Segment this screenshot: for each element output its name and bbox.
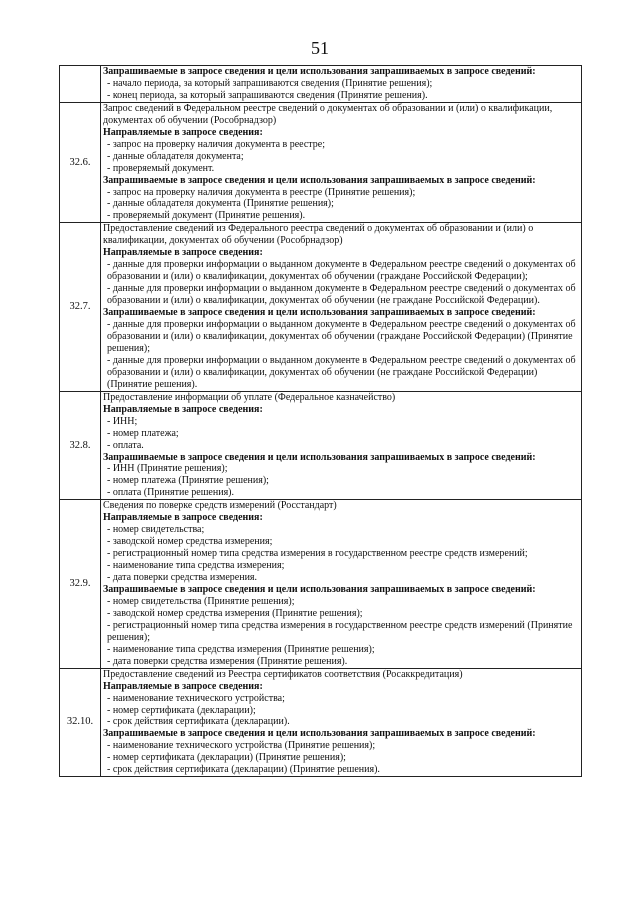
list-item: - данные для проверки информации о выданном документе в Федеральном реестре сведений о документах об образовании и (или) о квалификации, документах об обучении (граждане Российской Федерации) (Принятие решения);: [107, 319, 576, 354]
list-item: - запрос на проверку наличия документа в реестре;: [107, 138, 326, 150]
list-item: - данные обладателя документа (Принятие решения);: [107, 198, 334, 210]
section-heading: Запрашиваемые в запросе сведения и цели использования запрашиваемых в запросе сведений:: [103, 728, 536, 740]
section-heading: Направляемые в запросе сведения:: [103, 126, 263, 138]
row-number: 32.6.: [60, 102, 101, 223]
section-heading: Направляемые в запросе сведения:: [103, 403, 263, 415]
section-heading: Запрашиваемые в запросе сведения и цели использования запрашиваемых в запросе сведений:: [103, 174, 536, 186]
row-title: Сведения по поверке средств измерений (Росстандарт): [103, 500, 337, 512]
list-item: - номер платежа;: [107, 427, 179, 439]
table-row: [60, 223, 582, 391]
row-content: [101, 668, 582, 777]
list-item: - срок действия сертификата (декларации) (Принятие решения).: [107, 764, 380, 776]
section-heading: Направляемые в запросе сведения:: [103, 247, 263, 259]
list-item: - данные для проверки информации о выданном документе в Федеральном реестре сведений о документах об образовании и (или) о квалификации, документах об обучении (не граждане Российской Федерации).: [107, 283, 576, 307]
list-item: - проверяемый документ (Принятие решения).: [107, 210, 306, 222]
list-item: - номер сертификата (декларации);: [107, 704, 256, 716]
row-content: [101, 66, 582, 103]
row-number: 32.8.: [60, 391, 101, 500]
list-item: - оплата (Принятие решения).: [107, 487, 235, 499]
list-item: - срок действия сертификата (декларации).: [107, 716, 290, 728]
list-item: - данные для проверки информации о выданном документе в Федеральном реестре сведений о документах об образовании и (или) о квалификации, документах об обучении (граждане Российской Федерации);: [107, 259, 576, 283]
section-heading: Направляемые в запросе сведения:: [103, 680, 263, 692]
row-content: [101, 391, 582, 500]
section-heading: Запрашиваемые в запросе сведения и цели использования запрашиваемых в запросе сведений:: [103, 451, 536, 463]
list-item: - данные для проверки информации о выданном документе в Федеральном реестре сведений о документах об образовании и (или) о квалификации, документах об обучении (не граждане Российской Федерации) (Принятие решения).: [107, 354, 576, 390]
table-row: [60, 102, 582, 223]
row-title: Запрос сведений в Федеральном реестре сведений о документах об образовании и (или) о квалификации, документах об обучении (Рособрнадзор): [103, 102, 553, 126]
section-heading: Запрашиваемые в запросе сведения и цели использования запрашиваемых в запросе сведений:: [103, 583, 536, 595]
list-item: - наименование типа средства измерения (Принятие решения);: [107, 643, 375, 655]
requirements-table: [59, 65, 582, 777]
list-item: - регистрационный номер типа средства измерения в государственном реестре средств измерений;: [107, 548, 528, 560]
section-heading: Запрашиваемые в запросе сведения и цели использования запрашиваемых в запросе сведений:: [103, 307, 536, 319]
list-item: - проверяемый документ.: [107, 162, 215, 174]
table-row: [60, 66, 582, 103]
row-title: Предоставление сведений из Реестра сертификатов соответствия (Росаккредитация): [103, 668, 463, 680]
list-item: - дата поверки средства измерения.: [107, 572, 258, 584]
list-item: - регистрационный номер типа средства измерения в государственном реестре средств измерений (Принятие решения);: [107, 619, 573, 643]
section-heading: Направляемые в запросе сведения:: [103, 512, 263, 524]
row-content: [101, 223, 582, 391]
row-title: Предоставление информации об уплате (Федеральное казначейство): [103, 391, 396, 403]
list-item: - ИНН;: [107, 415, 138, 427]
row-title: Предоставление сведений из Федерального реестра сведений о документах об образовании и (или) о квалификации, документах об обучении (Рособрнадзор): [103, 223, 534, 247]
row-content: [101, 102, 582, 223]
list-item: - номер платежа (Принятие решения);: [107, 475, 269, 487]
list-item: - заводской номер средства измерения;: [107, 536, 273, 548]
row-number: [60, 66, 101, 103]
list-item: - номер сертификата (декларации) (Принятие решения);: [107, 752, 346, 764]
table-row: [60, 668, 582, 777]
page-number: 51: [311, 38, 329, 58]
list-item: - номер свидетельства (Принятие решения);: [107, 595, 295, 607]
section-heading: Запрашиваемые в запросе сведения и цели использования запрашиваемых в запросе сведений:: [103, 66, 536, 77]
row-number: 32.9.: [60, 500, 101, 668]
list-item: - запрос на проверку наличия документа в реестре (Принятие решения);: [107, 186, 416, 198]
list-item: - ИНН (Принятие решения);: [107, 463, 228, 475]
row-content: [101, 500, 582, 668]
row-number: 32.10.: [60, 668, 101, 777]
list-item: - данные обладателя документа;: [107, 150, 244, 162]
table-row: [60, 500, 582, 668]
list-item: - наименование типа средства измерения;: [107, 560, 285, 572]
list-item: - дата поверки средства измерения (Принятие решения).: [107, 655, 348, 667]
table-row: [60, 391, 582, 500]
row-number: 32.7.: [60, 223, 101, 391]
list-item: - оплата.: [107, 439, 144, 451]
list-item: - наименование технического устройства (Принятие решения);: [107, 740, 376, 752]
list-item: - начало периода, за который запрашиваются сведения (Принятие решения);: [107, 77, 433, 89]
list-item: - наименование технического устройства;: [107, 692, 285, 704]
list-item: - конец периода, за который запрашиваются сведения (Принятие решения).: [107, 89, 428, 101]
list-item: - заводской номер средства измерения (Принятие решения);: [107, 607, 363, 619]
list-item: - номер свидетельства;: [107, 524, 205, 536]
